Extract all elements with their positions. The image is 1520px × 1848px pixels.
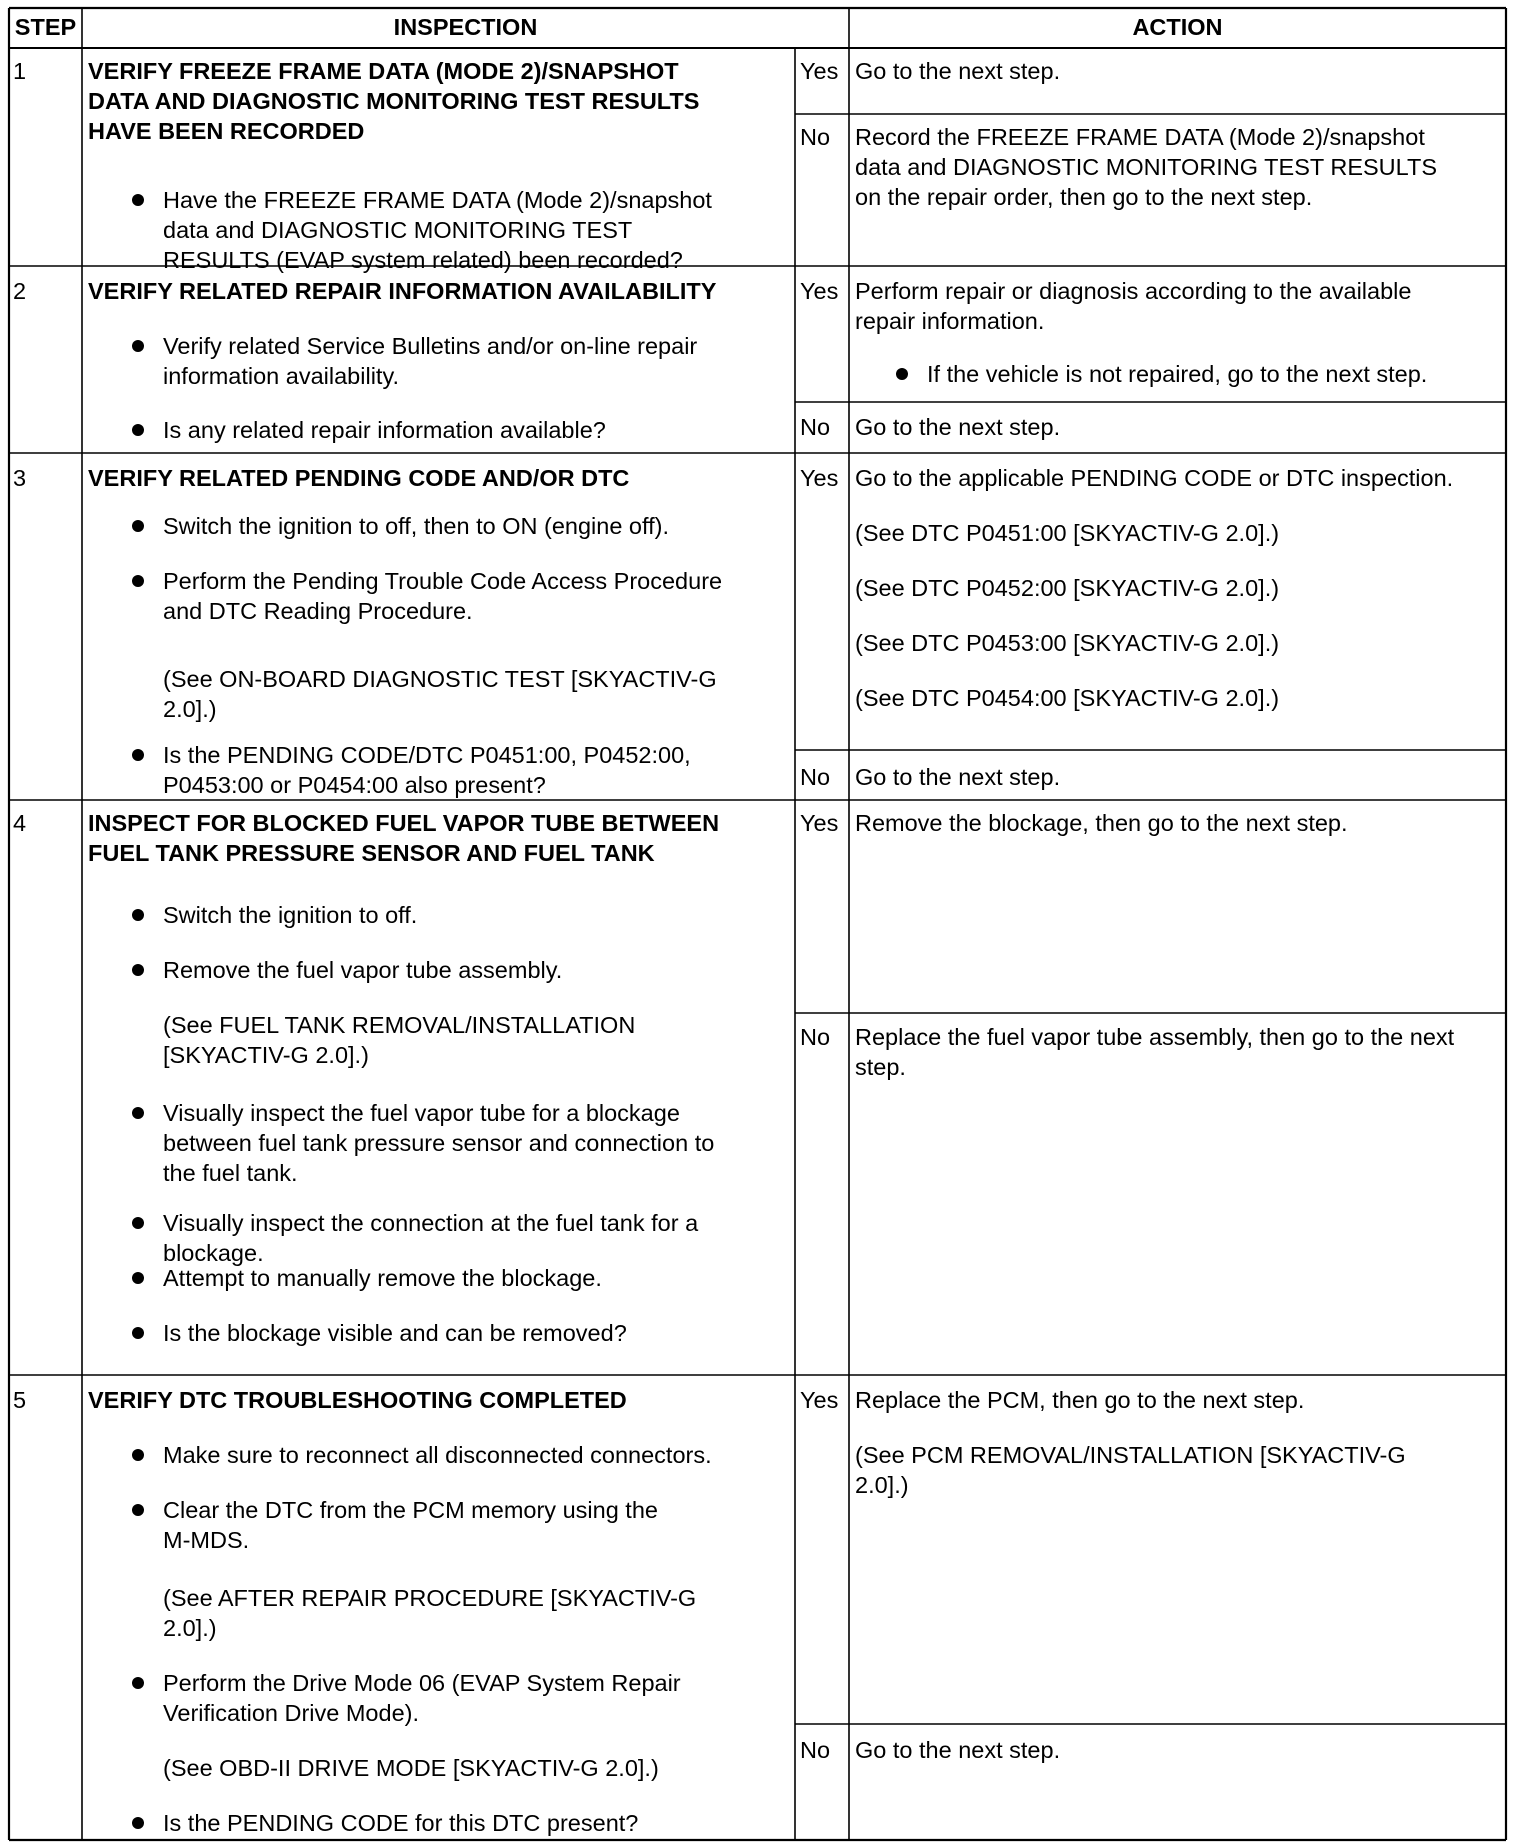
yes-label: Yes	[800, 1387, 839, 1413]
yes-label: Yes	[800, 465, 839, 491]
inspection-item: data and DIAGNOSTIC MONITORING TEST	[163, 217, 633, 243]
inspection-reference: (See FUEL TANK REMOVAL/INSTALLATION	[163, 1012, 636, 1038]
bullet-icon	[132, 1272, 144, 1284]
inspection-item: Have the FREEZE FRAME DATA (Mode 2)/snapshot	[163, 187, 712, 213]
action-text: step.	[855, 1054, 906, 1080]
action-text: data and DIAGNOSTIC MONITORING TEST RESULTS	[855, 154, 1437, 180]
action-text: Go to the applicable PENDING CODE or DTC inspection.	[855, 465, 1454, 491]
bullet-icon	[132, 575, 144, 587]
action-text: (See DTC P0451:00 [SKYACTIV-G 2.0].)	[855, 520, 1280, 546]
action-text: Go to the next step.	[855, 1737, 1061, 1763]
no-label: No	[800, 124, 831, 150]
inspection-item: between fuel tank pressure sensor and connection to	[163, 1130, 715, 1156]
bullet-icon	[132, 909, 144, 921]
inspection-item: Perform the Drive Mode 06 (EVAP System Repair	[163, 1670, 681, 1696]
inspection-item: Attempt to manually remove the blockage.	[163, 1265, 602, 1291]
bullet-icon	[132, 1677, 144, 1689]
bullet-icon	[132, 340, 144, 352]
action-text: on the repair order, then go to the next step.	[855, 184, 1313, 210]
action-text: Go to the next step.	[855, 764, 1061, 790]
step-title: VERIFY RELATED REPAIR INFORMATION AVAILABILITY	[88, 278, 717, 304]
header-step: STEP	[14, 14, 77, 40]
action-text: (See DTC P0453:00 [SKYACTIV-G 2.0].)	[855, 630, 1280, 656]
action-text: (See DTC P0454:00 [SKYACTIV-G 2.0].)	[855, 685, 1280, 711]
no-label: No	[800, 764, 831, 790]
inspection-item: and DTC Reading Procedure.	[163, 598, 473, 624]
header-inspection: INSPECTION	[393, 14, 538, 40]
step-title: VERIFY RELATED PENDING CODE AND/OR DTC	[88, 465, 630, 491]
step-title: INSPECT FOR BLOCKED FUEL VAPOR TUBE BETWEEN	[88, 810, 720, 836]
step-number: 2	[13, 278, 27, 304]
inspection-item: Is any related repair information available?	[163, 417, 606, 443]
step-number: 5	[13, 1387, 27, 1413]
bullet-icon	[132, 964, 144, 976]
action-text: Replace the PCM, then go to the next step.	[855, 1387, 1305, 1413]
inspection-item: Switch the ignition to off, then to ON (engine off).	[163, 513, 669, 539]
inspection-item: M-MDS.	[163, 1527, 250, 1553]
step-number: 4	[13, 810, 27, 836]
action-item: If the vehicle is not repaired, go to the next step.	[927, 361, 1428, 387]
inspection-item: Visually inspect the connection at the fuel tank for a	[163, 1210, 699, 1236]
bullet-icon	[132, 1217, 144, 1229]
inspection-item: Clear the DTC from the PCM memory using the	[163, 1497, 658, 1523]
inspection-item: Remove the fuel vapor tube assembly.	[163, 957, 563, 983]
step-title: VERIFY FREEZE FRAME DATA (MODE 2)/SNAPSHOT	[88, 58, 679, 84]
inspection-item: Is the blockage visible and can be removed?	[163, 1320, 627, 1346]
action-text: Go to the next step.	[855, 414, 1061, 440]
inspection-item: Visually inspect the fuel vapor tube for a blockage	[163, 1100, 680, 1126]
inspection-reference: 2.0].)	[163, 696, 217, 722]
inspection-reference: [SKYACTIV-G 2.0].)	[163, 1042, 369, 1068]
bullet-icon	[132, 194, 144, 206]
action-text: 2.0].)	[855, 1472, 909, 1498]
yes-label: Yes	[800, 58, 839, 84]
action-text: Perform repair or diagnosis according to the available	[855, 278, 1412, 304]
no-label: No	[800, 1737, 831, 1763]
inspection-item: Is the PENDING CODE for this DTC present?	[163, 1810, 639, 1836]
inspection-item: Is the PENDING CODE/DTC P0451:00, P0452:00,	[163, 742, 691, 768]
inspection-item: the fuel tank.	[163, 1160, 298, 1186]
bullet-icon	[132, 1449, 144, 1461]
action-text: repair information.	[855, 308, 1045, 334]
bullet-icon	[132, 1817, 144, 1829]
bullet-icon	[132, 1107, 144, 1119]
inspection-item: Verify related Service Bulletins and/or on-line repair	[163, 333, 698, 359]
inspection-item: P0453:00 or P0454:00 also present?	[163, 772, 546, 798]
no-label: No	[800, 1024, 831, 1050]
step-title: HAVE BEEN RECORDED	[88, 118, 365, 144]
bullet-icon	[132, 1504, 144, 1516]
action-text: (See DTC P0452:00 [SKYACTIV-G 2.0].)	[855, 575, 1280, 601]
inspection-item: RESULTS (EVAP system related) been recorded?	[163, 247, 683, 273]
bullet-icon	[132, 424, 144, 436]
bullet-icon	[132, 749, 144, 761]
inspection-reference: (See OBD-II DRIVE MODE [SKYACTIV-G 2.0].)	[163, 1755, 659, 1781]
bullet-icon	[132, 520, 144, 532]
inspection-item: Verification Drive Mode).	[163, 1700, 419, 1726]
inspection-reference: (See ON-BOARD DIAGNOSTIC TEST [SKYACTIV-G	[163, 666, 717, 692]
action-text: Go to the next step.	[855, 58, 1061, 84]
action-text: Replace the fuel vapor tube assembly, then go to the next	[855, 1024, 1455, 1050]
step-title: DATA AND DIAGNOSTIC MONITORING TEST RESULTS	[88, 88, 700, 114]
inspection-item: Switch the ignition to off.	[163, 902, 418, 928]
inspection-item: blockage.	[163, 1240, 264, 1266]
action-text: Remove the blockage, then go to the next step.	[855, 810, 1348, 836]
inspection-item: Perform the Pending Trouble Code Access Procedure	[163, 568, 723, 594]
header-action: ACTION	[1132, 14, 1223, 40]
step-number: 3	[13, 465, 27, 491]
inspection-reference: (See AFTER REPAIR PROCEDURE [SKYACTIV-G	[163, 1585, 697, 1611]
bullet-icon	[132, 1327, 144, 1339]
inspection-item: information availability.	[163, 363, 399, 389]
step-title: VERIFY DTC TROUBLESHOOTING COMPLETED	[88, 1387, 627, 1413]
inspection-reference: 2.0].)	[163, 1615, 217, 1641]
action-text: Record the FREEZE FRAME DATA (Mode 2)/snapshot	[855, 124, 1425, 150]
step-number: 1	[13, 58, 27, 84]
inspection-item: Make sure to reconnect all disconnected connectors.	[163, 1442, 712, 1468]
bullet-icon	[896, 368, 908, 380]
no-label: No	[800, 414, 831, 440]
yes-label: Yes	[800, 278, 839, 304]
yes-label: Yes	[800, 810, 839, 836]
action-text: (See PCM REMOVAL/INSTALLATION [SKYACTIV-G	[855, 1442, 1406, 1468]
step-title: FUEL TANK PRESSURE SENSOR AND FUEL TANK	[88, 840, 655, 866]
